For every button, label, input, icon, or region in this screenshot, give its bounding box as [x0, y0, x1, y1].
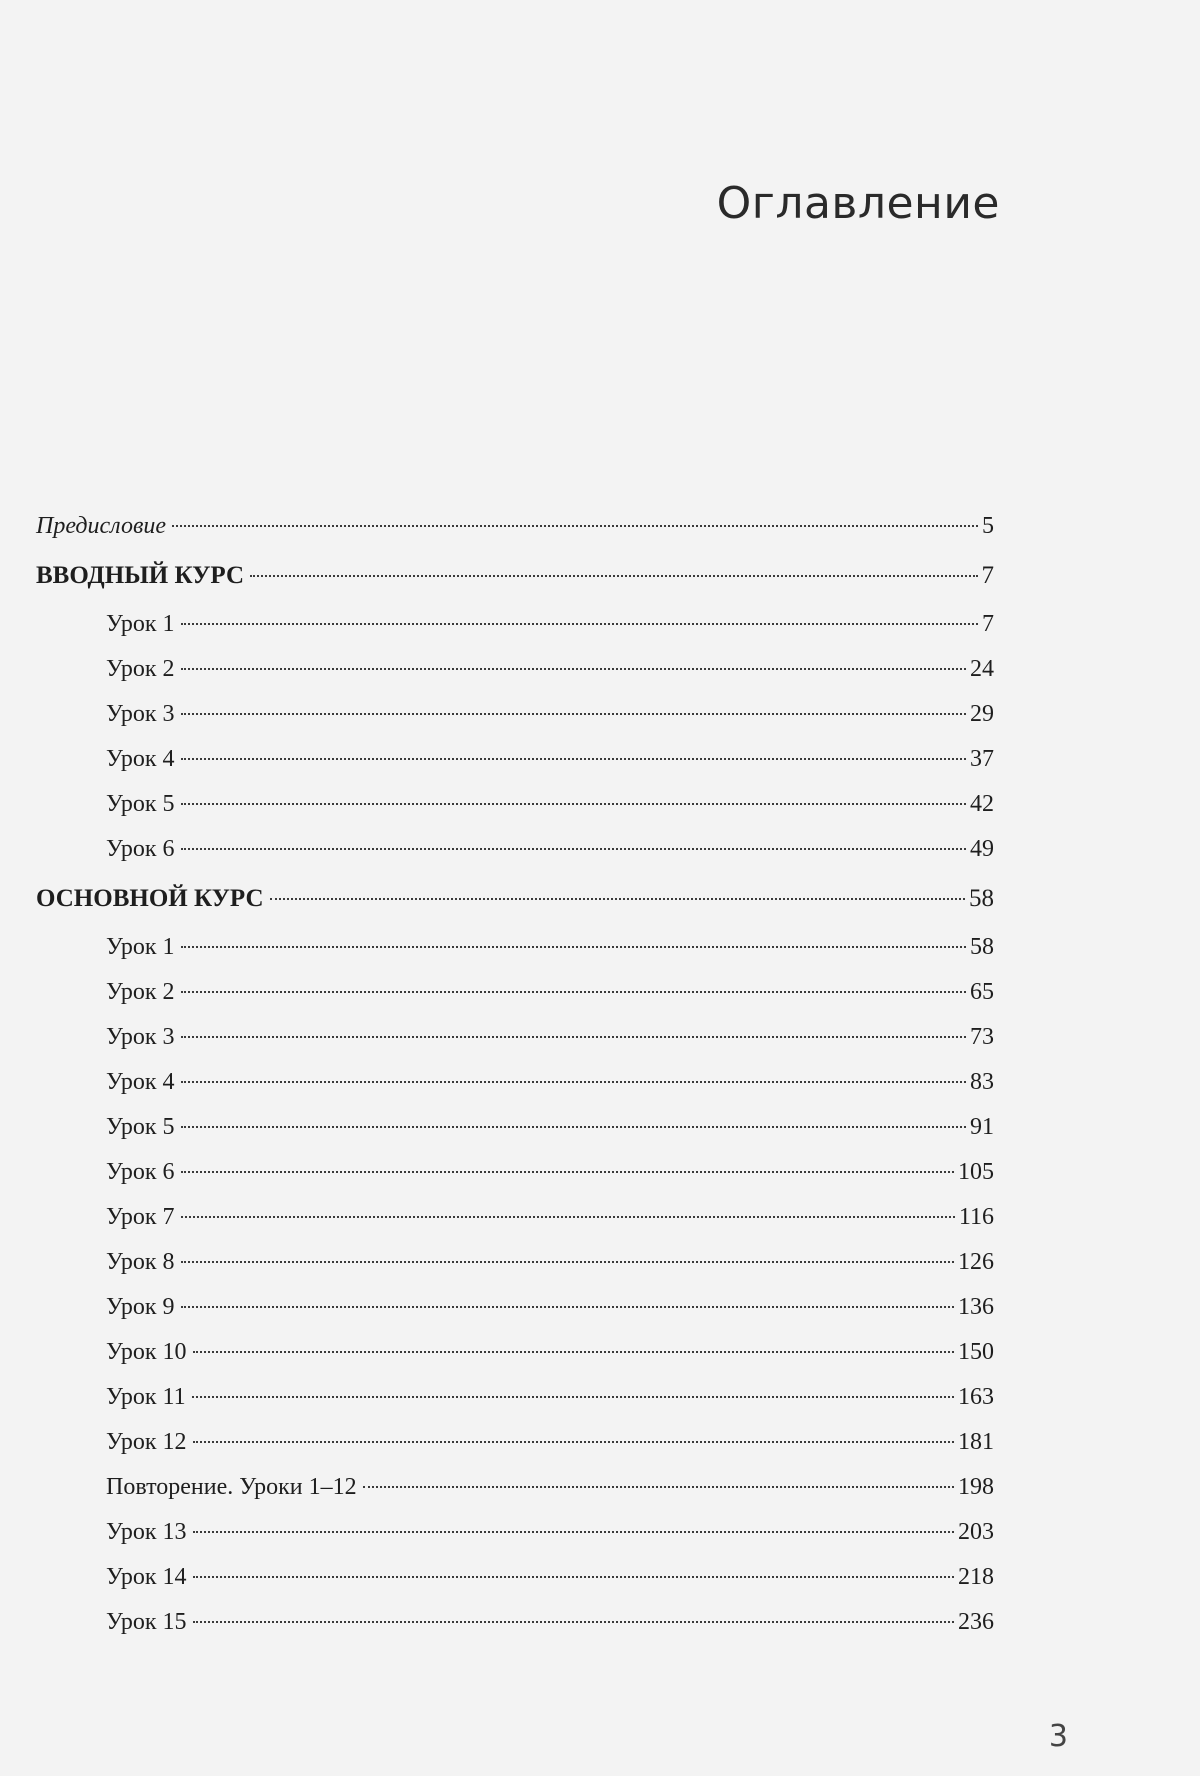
- toc-entry-label: Урок 14: [106, 1564, 187, 1590]
- toc-entry: [36, 970, 994, 1015]
- toc-entry: [36, 737, 994, 782]
- toc-entry-label: Урок 6: [106, 1159, 175, 1185]
- toc-entry-label: ОСНОВНОЙ КУРС: [36, 885, 264, 912]
- toc-entry-label: Повторение. Уроки 1–12: [106, 1474, 357, 1500]
- toc-entry-label: Урок 5: [106, 1114, 175, 1140]
- page-title: Оглавление: [716, 178, 1000, 229]
- toc-entry: [36, 1150, 994, 1195]
- toc-entry: [36, 1105, 994, 1150]
- toc-entry-page: 198: [958, 1474, 994, 1500]
- toc-entry-page: 73: [970, 1024, 994, 1050]
- toc-entry-label: Урок 12: [106, 1429, 187, 1455]
- toc-entry-label: Урок 2: [106, 979, 175, 1005]
- toc-entry-page: 236: [958, 1609, 994, 1635]
- toc-entry: [36, 1285, 994, 1330]
- toc-entry-label: Урок 6: [106, 836, 175, 862]
- toc-entry: [36, 1600, 994, 1645]
- toc-entry: [36, 1015, 994, 1060]
- toc-entry: [36, 1510, 994, 1555]
- toc-entry: [36, 1195, 994, 1240]
- toc-dot-leader: [181, 1306, 954, 1308]
- toc-dot-leader: [193, 1351, 954, 1353]
- toc-entry-page: 91: [970, 1114, 994, 1140]
- toc-entry-label: Урок 5: [106, 791, 175, 817]
- toc-entry: [36, 1420, 994, 1465]
- toc-dot-leader: [181, 668, 966, 670]
- toc-dot-leader: [181, 623, 978, 625]
- toc-dot-leader: [363, 1486, 954, 1488]
- toc-entry: [36, 925, 994, 970]
- toc-entry-page: 181: [958, 1429, 994, 1455]
- toc-dot-leader: [270, 898, 965, 900]
- toc-entry: [36, 602, 994, 647]
- toc-entry-label: Урок 9: [106, 1294, 175, 1320]
- toc-entry-label: Урок 3: [106, 1024, 175, 1050]
- toc-entry-page: 83: [970, 1069, 994, 1095]
- toc-entry: [36, 647, 994, 692]
- toc-entry: [36, 692, 994, 737]
- toc-dot-leader: [193, 1621, 954, 1623]
- toc-entry-page: 116: [958, 1204, 994, 1230]
- toc-dot-leader: [193, 1576, 954, 1578]
- toc-entry-page: 7: [982, 611, 994, 637]
- toc-entry-page: 42: [970, 791, 994, 817]
- toc-dot-leader: [250, 575, 977, 577]
- toc-entry-page: 5: [982, 513, 994, 539]
- table-of-contents: [36, 504, 994, 1645]
- toc-entry-label: Предисловие: [36, 513, 167, 539]
- toc-entry: [36, 1375, 994, 1420]
- toc-entry-page: 7: [981, 562, 994, 589]
- toc-entry-page: 136: [958, 1294, 994, 1320]
- toc-entry: [36, 872, 994, 925]
- toc-entry-page: 29: [970, 701, 994, 727]
- toc-dot-leader: [181, 1081, 966, 1083]
- toc-dot-leader: [181, 1261, 954, 1263]
- toc-entry-page: 150: [958, 1339, 994, 1365]
- toc-entry: [36, 782, 994, 827]
- toc-entry-label: Урок 15: [106, 1609, 187, 1635]
- page-number: 3: [1048, 1719, 1068, 1754]
- toc-entry-label: Урок 7: [106, 1204, 175, 1230]
- toc-dot-leader: [193, 1531, 954, 1533]
- toc-entry: [36, 1465, 994, 1510]
- toc-dot-leader: [193, 1441, 954, 1443]
- toc-dot-leader: [192, 1396, 954, 1398]
- toc-entry: [36, 504, 994, 549]
- toc-entry-label: Урок 13: [106, 1519, 187, 1545]
- toc-entry-page: 218: [958, 1564, 994, 1590]
- toc-entry-page: 58: [969, 885, 994, 912]
- toc-entry-page: 37: [970, 746, 994, 772]
- toc-dot-leader: [181, 946, 966, 948]
- toc-entry-page: 203: [958, 1519, 994, 1545]
- toc-entry: [36, 1240, 994, 1285]
- toc-entry-label: Урок 1: [106, 611, 175, 637]
- toc-entry-label: Урок 4: [106, 1069, 175, 1095]
- toc-dot-leader: [181, 803, 966, 805]
- toc-entry-page: 49: [970, 836, 994, 862]
- toc-entry-label: Урок 11: [106, 1384, 186, 1410]
- toc-dot-leader: [181, 1216, 955, 1218]
- toc-entry-page: 163: [958, 1384, 994, 1410]
- toc-entry: [36, 549, 994, 602]
- toc-entry-label: Урок 2: [106, 656, 175, 682]
- toc-entry-page: 24: [970, 656, 994, 682]
- toc-entry: [36, 1330, 994, 1375]
- toc-entry-page: 58: [970, 934, 994, 960]
- toc-entry-label: Урок 8: [106, 1249, 175, 1275]
- toc-entry: [36, 827, 994, 872]
- toc-entry-label: Урок 10: [106, 1339, 187, 1365]
- toc-entry-page: 126: [958, 1249, 994, 1275]
- toc-entry-label: Урок 3: [106, 701, 175, 727]
- toc-dot-leader: [181, 1036, 966, 1038]
- toc-dot-leader: [181, 713, 966, 715]
- toc-entry-label: Урок 1: [106, 934, 175, 960]
- toc-dot-leader: [181, 1171, 954, 1173]
- toc-dot-leader: [181, 758, 966, 760]
- toc-entry: [36, 1060, 994, 1105]
- toc-entry-label: ВВОДНЫЙ КУРС: [36, 562, 245, 589]
- toc-dot-leader: [181, 848, 966, 850]
- toc-entry: [36, 1555, 994, 1600]
- toc-entry-label: Урок 4: [106, 746, 175, 772]
- toc-entry-page: 105: [958, 1159, 994, 1185]
- toc-dot-leader: [172, 525, 978, 527]
- toc-dot-leader: [181, 1126, 966, 1128]
- toc-entry-page: 65: [970, 979, 994, 1005]
- toc-dot-leader: [181, 991, 966, 993]
